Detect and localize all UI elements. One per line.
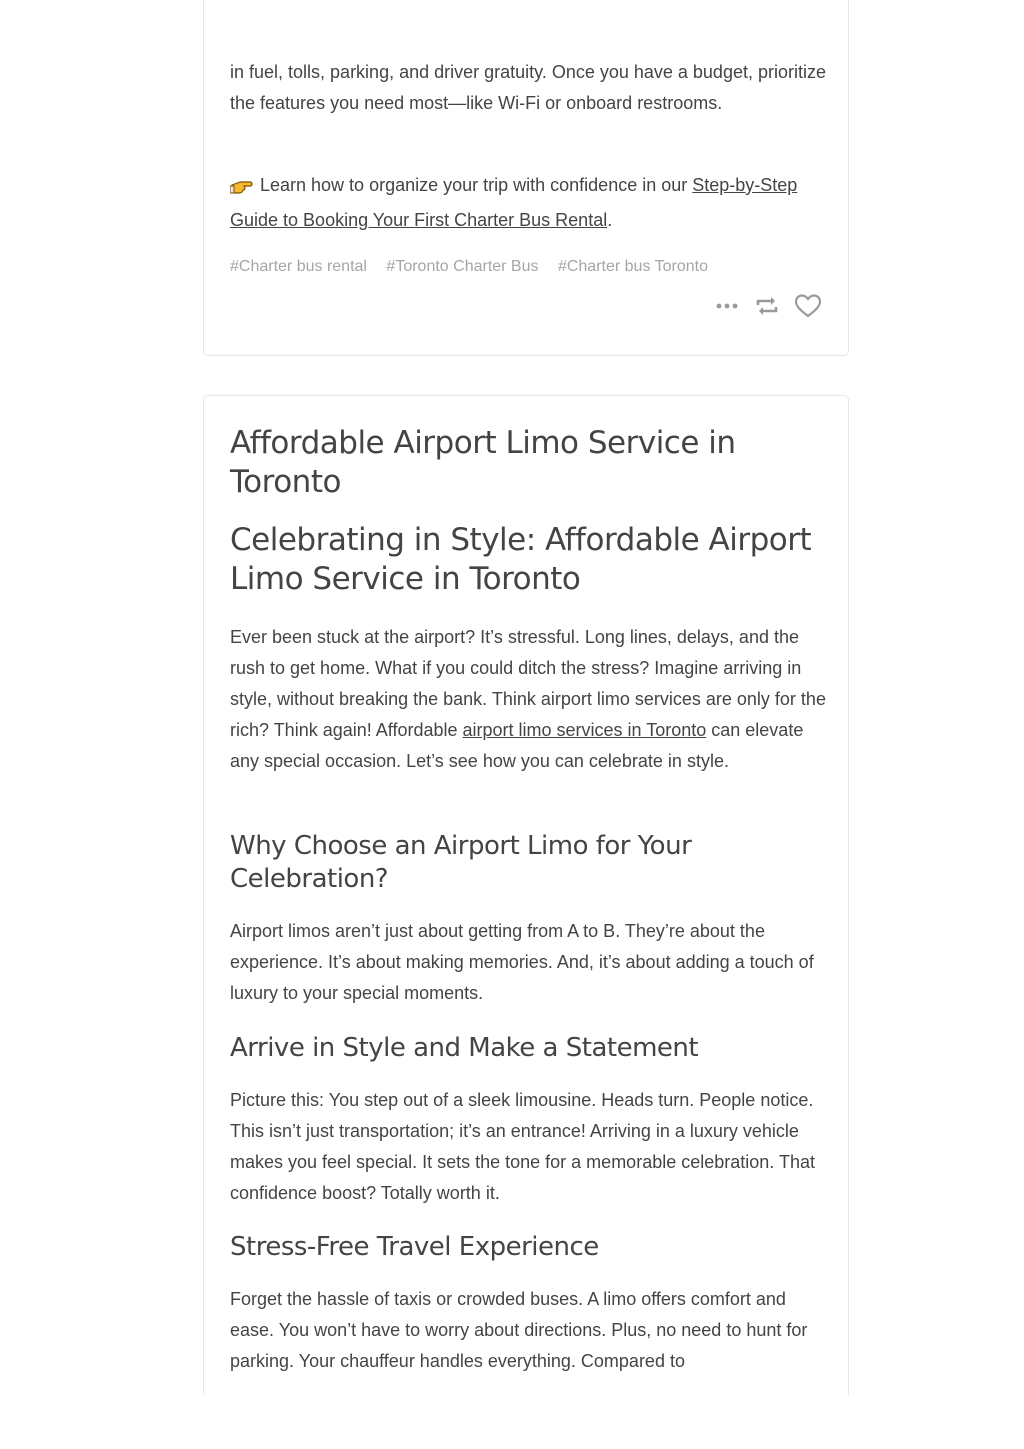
tag-link[interactable]: #Toronto Charter Bus — [386, 258, 539, 275]
section-body: Picture this: You step out of a sleek limousine. Heads turn. People notice. This isn’t just transportation; it’s an entrance! Arriving in a luxury vehicle makes you feel special. It sets the tone for a memorable celebration. That confidence boost? Totally worth it. — [230, 1090, 815, 1203]
intro-text-end: can elevate any special occasion. Let’s see how you can celebrate in style. — [230, 720, 804, 771]
section-heading: Stress-Free Travel Experience — [230, 1232, 599, 1262]
section-heading: Arrive in Style and Make a Statement — [230, 1033, 699, 1063]
post-card-charter — [203, 0, 849, 356]
tag-link[interactable]: #Charter bus rental — [230, 258, 367, 275]
tag-list — [230, 258, 723, 276]
post-subtitle: Celebrating in Style: Affordable Airport Limo Service in Toronto — [230, 522, 812, 597]
more-icon[interactable] — [714, 293, 740, 319]
post-title: Affordable Airport Limo Service in Toronto — [230, 425, 736, 500]
post-paragraph: in fuel, tolls, parking, and driver gratuity. Once you have a budget, prioritize the features you need most—like Wi-Fi or onboard restrooms. — [230, 62, 826, 113]
tip-text: Learn how to organize your trip with confidence in our — [260, 175, 693, 195]
post-card-limo — [203, 395, 849, 1395]
tip-suffix: . — [607, 210, 613, 230]
pointing-hand-icon — [230, 174, 254, 205]
intro-text: Ever been stuck at the airport? It’s stressful. Long lines, delays, and the rush to get home. What if you could ditch the stress? Imagine arriving in style, without breaking the bank. Think airport limo services are only for the rich? Think again! Affordable — [230, 627, 826, 740]
limo-services-link[interactable]: airport limo services in Toronto — [462, 720, 707, 740]
section-body: Airport limos aren’t just about getting from A to B. They’re about the experience. It’s about making memories. And, it’s about adding a touch of luxury to your special moments. — [230, 921, 814, 1003]
post-actions — [714, 293, 822, 319]
section-heading: Why Choose an Airport Limo for Your Celebration? — [230, 831, 692, 894]
reblog-icon[interactable] — [754, 293, 780, 319]
heart-icon[interactable] — [794, 293, 822, 319]
section-body: Forget the hassle of taxis or crowded buses. A limo offers comfort and ease. You won’t have to worry about directions. Plus, no need to hunt for parking. Your chauffeur handles everything. Compared to — [230, 1289, 808, 1371]
tag-link[interactable]: #Charter bus Toronto — [557, 258, 708, 275]
guide-link[interactable]: Step-by-Step Guide to Booking Your First Charter Bus Rental — [230, 175, 798, 230]
post-intro — [230, 622, 830, 777]
post-tip — [230, 170, 830, 236]
